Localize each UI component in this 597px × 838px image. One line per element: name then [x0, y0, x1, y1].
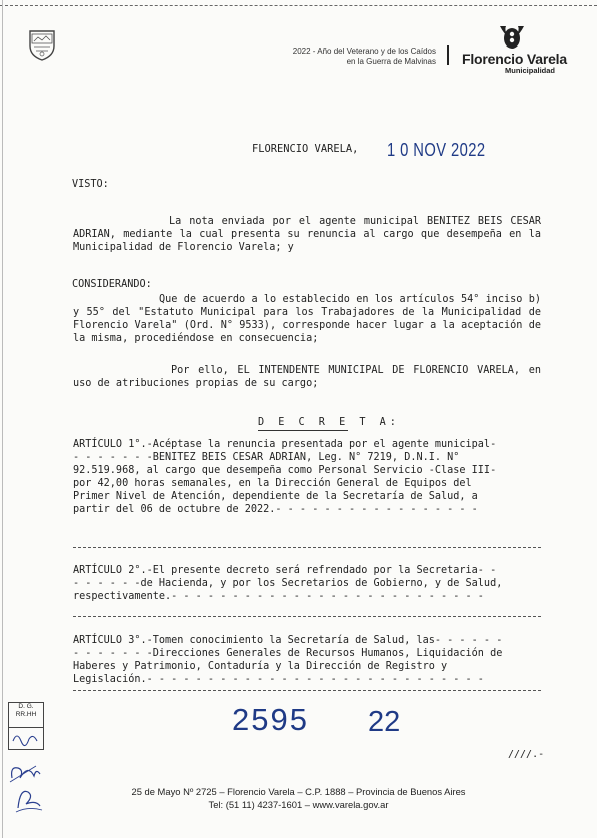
initials-box — [8, 702, 44, 728]
article-line: - - - - - - -BENITEZ BEIS CESAR ADRIAN, Leg. N° 7219, D.N.I. N° — [73, 452, 460, 463]
initials-signature-box — [8, 727, 44, 750]
article-line: respectivamente.- - - - - - - - - - - - - - - - - - - - - - - - - - — [73, 591, 484, 602]
article-line: ARTÍCULO 3°.-Tomen conocimiento la Secretaría de Salud, las- - - - - - — [73, 635, 503, 646]
article-line: ARTÍCULO 2°.-El presente decreto será refrendado por la Secretaria- - — [73, 565, 497, 576]
article-line: - - - - - - -Direcciones Generales de Recursos Humanos, Liquidación de — [73, 648, 503, 659]
article-separator — [73, 547, 541, 548]
city-heading: FLORENCIO VARELA, — [252, 143, 359, 155]
visto-text: La nota enviada por el agente municipal BENITEZ BEIS CESAR ADRIAN, mediante la cual presenta su renuncia al cargo que desempeña en la Municipalidad de Florencio Varela; y — [73, 216, 541, 253]
article-separator — [73, 690, 541, 691]
anniversary-line-2: en la Guerra de Malvinas — [346, 57, 436, 66]
decreta-heading: D E C R E T A: — [258, 417, 400, 428]
initials-line-1: D. G. — [18, 703, 34, 710]
article-2 — [73, 564, 541, 603]
municipal-logo-icon — [496, 24, 528, 52]
article-separator — [73, 616, 541, 617]
coat-of-arms-icon — [28, 28, 56, 62]
initials-line-2: RR.HH — [15, 711, 37, 718]
por-ello-paragraph — [73, 364, 541, 390]
article-line: ARTÍCULO 1°.-Acéptase la renuncia presentada por el agente municipal- — [73, 439, 497, 450]
article-line: Legislación.- - - - - - - - - - - - - - - - - - - - - - - - - - - - — [73, 674, 484, 685]
top-perforation-rule — [0, 5, 597, 6]
date-stamp: 1 0 NOV 2022 — [387, 140, 486, 160]
footer-address — [0, 785, 597, 811]
brand-subtitle: Municipalidad — [505, 66, 556, 75]
anniversary-legend — [236, 47, 436, 67]
footer-line-1: 25 de Mayo Nº 2725 – Florencio Varela – C.P. 1888 – Provincia de Buenos Aires — [131, 786, 466, 797]
footer-line-2: Tel: (51 11) 4237-1601 – www.varela.gov.ar — [208, 799, 389, 810]
article-3 — [73, 634, 541, 686]
considerando-label: CONSIDERANDO: — [72, 279, 152, 290]
por-ello-text: Por ello, EL INTENDENTE MUNICIPAL DE FLORENCIO VARELA, en uso de atribuciones propias de su cargo; — [73, 365, 541, 389]
article-line: Haberes y Patrimonio, Contaduría y la Dirección de Registro y — [73, 661, 448, 672]
article-line: 92.519.968, al cargo que desempeña como Personal Servicio -Clase III- — [73, 465, 497, 476]
left-margin-rule — [2, 0, 3, 838]
decree-number: 2595 — [232, 702, 309, 737]
letterhead-divider — [447, 45, 449, 65]
decreta-underline — [258, 430, 348, 431]
considerando-text: Que de acuerdo a lo establecido en los artículos 54° inciso b) y 55° del "Estatuto Municipal para los Trabajadores de la Municipalidad de Florencio Varela" (Ord. N° 9533), corresponde hacer lugar a la aceptación de la misma, procediéndose en consecuencia; — [73, 294, 541, 344]
decree-year: 22 — [368, 706, 401, 738]
visto-paragraph — [73, 215, 541, 254]
anniversary-line-1: 2022 - Año del Veterano y de los Caídos — [292, 47, 436, 56]
continuation-mark: ////.- — [508, 749, 545, 760]
article-1 — [73, 438, 541, 516]
article-line: partir del 06 de octubre de 2022.- - - - - - - - - - - - - - - - - — [73, 504, 478, 515]
article-line: - - - - - -de Hacienda, y por los Secretarios de Gobierno, y de Salud, — [73, 578, 503, 589]
brand-name: Florencio Varela — [462, 51, 567, 67]
visto-label: VISTO: — [72, 179, 109, 190]
article-line: Primer Nivel de Atención, dependiente de la Secretaría de Salud, a — [73, 491, 478, 502]
considerando-paragraph — [73, 293, 541, 345]
article-line: por 42,00 horas semanales, en la Dirección General de Equipos del — [73, 478, 472, 489]
